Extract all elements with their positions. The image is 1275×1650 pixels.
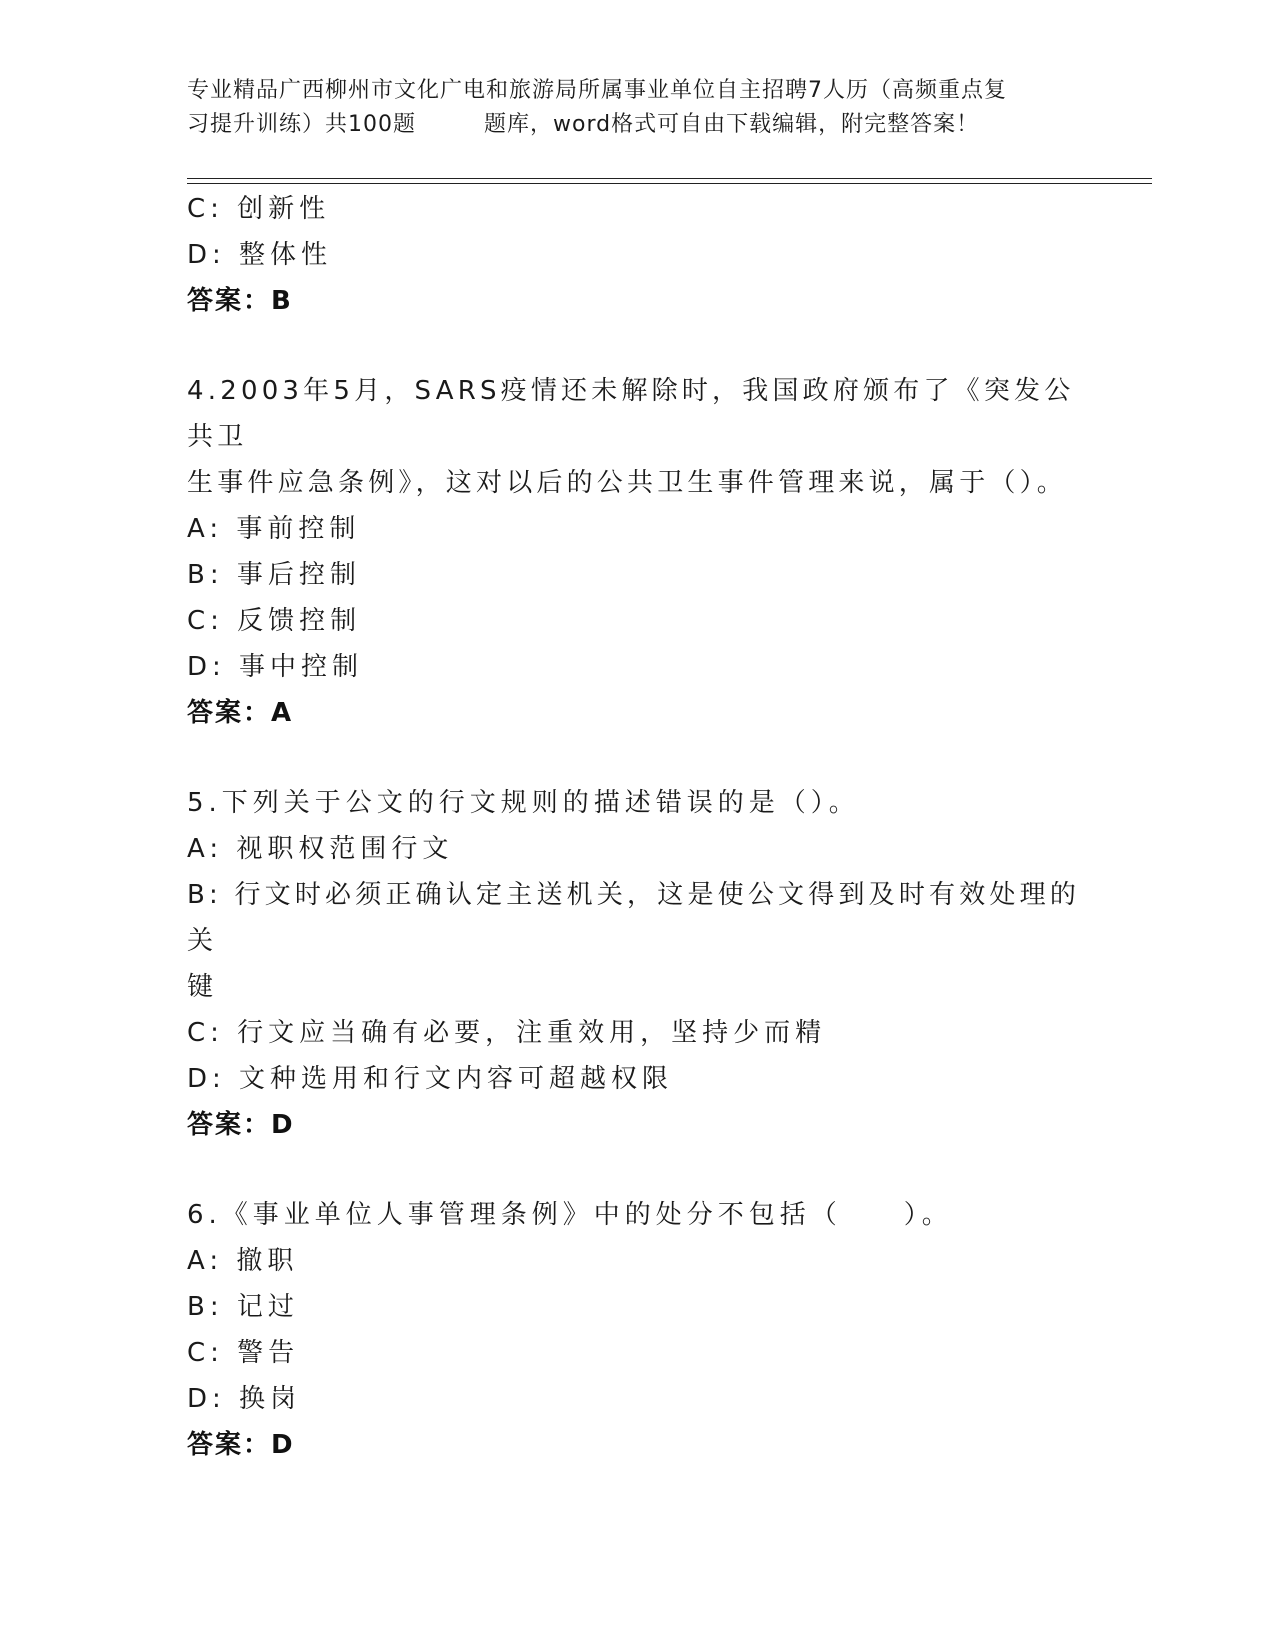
option-d: D: 事中控制 xyxy=(187,652,364,682)
option-a: A: 事前控制 xyxy=(187,514,361,544)
answer: 答案：B xyxy=(187,286,293,316)
question-stem: 6.《事业单位人事管理条例》中的处分不包括（ ）。 xyxy=(187,1200,953,1230)
header-title-line-2-part-2: 题库，word格式可自由下载编辑，附完整答案！ xyxy=(484,112,980,137)
option-b-line-2: 键 xyxy=(187,972,219,1002)
option-c: C: 反馈控制 xyxy=(187,606,362,636)
header-title-line-1: 专业精品广西柳州市文化广电和旅游局所属事业单位自主招聘7人历（高频重点复 xyxy=(187,78,1007,103)
question-spacer xyxy=(187,736,1087,780)
header-title-line-2 xyxy=(187,108,1087,142)
option-a: A: 视职权范围行文 xyxy=(187,834,454,864)
question-spacer xyxy=(187,324,1087,368)
option-a: A: 撤职 xyxy=(187,1246,299,1276)
option-b: B: 记过 xyxy=(187,1292,299,1322)
option-c: C: 警告 xyxy=(187,1338,300,1368)
question-4 xyxy=(187,368,1087,736)
question-stem-line-2: 生事件应急条例》，这对以后的公共卫生事件管理来说，属于（）。 xyxy=(187,468,1068,498)
header-divider-bottom xyxy=(187,183,1152,184)
answer: 答案：A xyxy=(187,698,294,728)
page-header xyxy=(187,74,1087,142)
answer: 答案：D xyxy=(187,1110,295,1140)
answer: 答案：D xyxy=(187,1430,295,1460)
question-spacer xyxy=(187,1148,1087,1192)
question-list xyxy=(187,186,1087,1468)
option-c: C: 创新性 xyxy=(187,194,331,224)
header-title-line-2-part-1: 习提升训练）共100题 xyxy=(187,112,416,137)
header-divider-top xyxy=(187,178,1152,179)
question-stem-line-1: 4.2003年5月，SARS疫情还未解除时，我国政府颁布了《突发公共卫 xyxy=(187,376,1075,452)
question-6 xyxy=(187,1192,1087,1468)
option-d: D: 整体性 xyxy=(187,240,333,270)
question-stem: 5.下列关于公文的行文规则的描述错误的是（）。 xyxy=(187,788,860,818)
option-b: B: 事后控制 xyxy=(187,560,361,590)
option-d: D: 换岗 xyxy=(187,1384,302,1414)
option-c: C: 行文应当确有必要，注重效用，坚持少而精 xyxy=(187,1018,827,1048)
option-b-line-1: B: 行文时必须正确认定主送机关，这是使公文得到及时有效处理的关 xyxy=(187,880,1081,956)
question-3 xyxy=(187,186,1087,324)
option-d: D: 文种选用和行文内容可超越权限 xyxy=(187,1064,674,1094)
question-5 xyxy=(187,780,1087,1148)
